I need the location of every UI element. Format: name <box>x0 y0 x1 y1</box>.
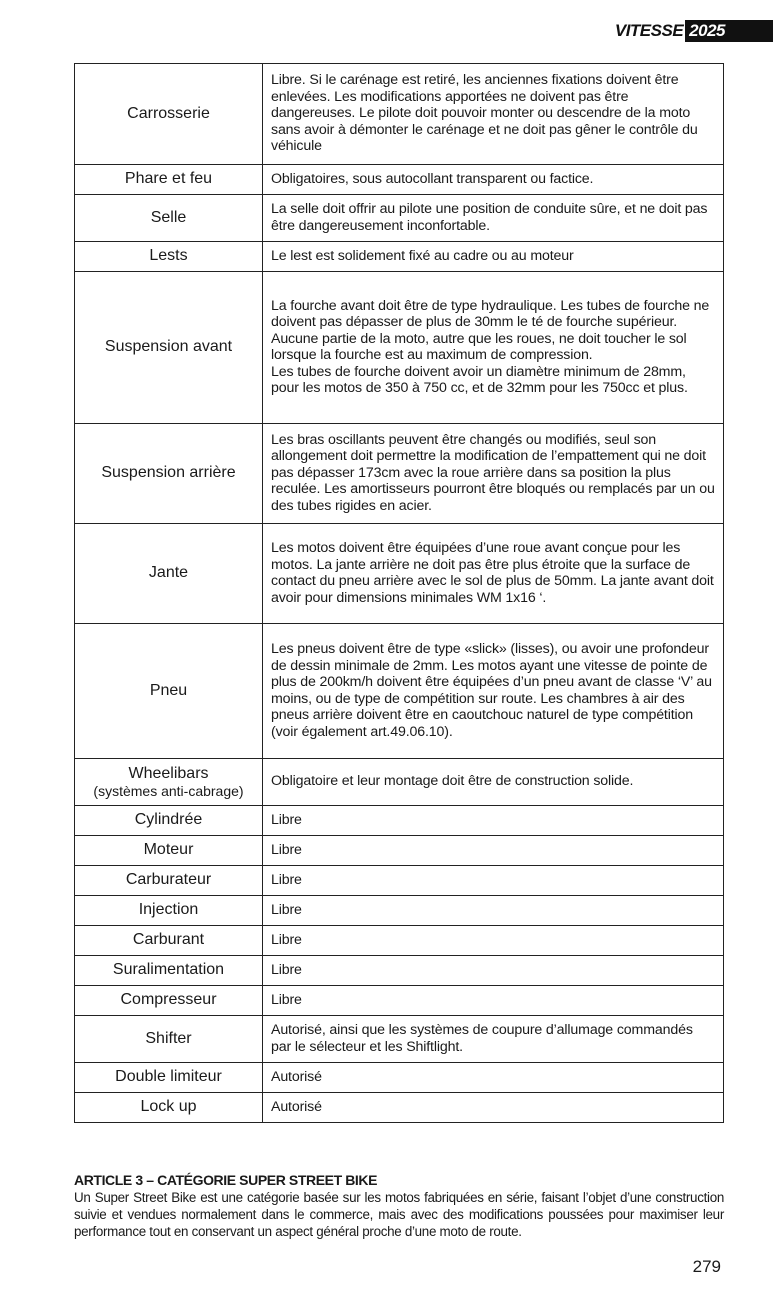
article-section <box>74 1172 724 1240</box>
table-row <box>75 242 724 272</box>
table-row <box>75 926 724 956</box>
table-row <box>75 1016 724 1063</box>
header-badge <box>615 20 773 42</box>
row-description: Les pneus doivent être de type «slick» (lisses), ou avoir une profondeur de dessin minimale de 2mm. Les motos ayant une vitesse de pointe de plus de 200km/h doivent être équipées d’un pneu avant de classe ‘V’ au moins, ou de type de compétition sur route. Les chambres à air des pneus arrière doivent être en caoutchouc naturel de type compétition (voir également art.49.06.10). <box>263 624 724 759</box>
row-category: Suralimentation <box>75 956 263 986</box>
row-category: Shifter <box>75 1016 263 1063</box>
row-category: Suspension avant <box>75 272 263 424</box>
row-description: Libre <box>263 896 724 926</box>
row-description: Les motos doivent être équipées d’une roue avant conçue pour les motos. La jante arrière ne doit pas être plus étroite que la surface de contact du pneu arrière avec le sol de plus de 50mm. La jante avant doit avoir pour dimensions minimales WM 1x16 ‘. <box>263 524 724 624</box>
row-description: Autorisé <box>263 1063 724 1093</box>
table-row <box>75 1093 724 1123</box>
row-category: Lests <box>75 242 263 272</box>
row-category: Injection <box>75 896 263 926</box>
row-category: Selle <box>75 195 263 242</box>
row-category: Double limiteur <box>75 1063 263 1093</box>
table-row <box>75 424 724 524</box>
row-category: Jante <box>75 524 263 624</box>
table-row <box>75 986 724 1016</box>
page-number: 279 <box>692 1257 721 1276</box>
row-category: Suspension arrière <box>75 424 263 524</box>
table-row <box>75 836 724 866</box>
row-description: Libre <box>263 806 724 836</box>
row-description: Autorisé, ainsi que les systèmes de coupure d’allumage commandés par le sélecteur et les Shiftlight. <box>263 1016 724 1063</box>
row-category: Pneu <box>75 624 263 759</box>
row-description: Obligatoire et leur montage doit être de construction solide. <box>263 759 724 806</box>
header-title: VITESSE <box>614 21 684 40</box>
header-year: 2025 <box>685 20 773 42</box>
table-row <box>75 524 724 624</box>
row-description-paragraph: La fourche avant doit être de type hydraulique. Les tubes de fourche ne doivent pas dépasser de plus de 30mm le té de fourche supérieur. Aucune partie de la moto, autre que les roues, ne doit toucher le sol lorsque la fourche est au maximum de compression. <box>271 297 710 363</box>
row-description: Le lest est solidement fixé au cadre ou au moteur <box>263 242 724 272</box>
table-row <box>75 64 724 165</box>
row-description: Les bras oscillants peuvent être changés ou modifiés, seul son allongement doit permettre la modification de l’empattement qui ne doit pas dépasser 173cm avec la roue arrière dans sa position la plus reculée. Les amortisseurs pourront être bloqués ou remplacés par un ou des tubes rigides en acier. <box>263 424 724 524</box>
row-category-sub: (systèmes anti-cabrage) <box>93 783 244 799</box>
row-category: Carrosserie <box>75 64 263 165</box>
table-row <box>75 195 724 242</box>
row-description: Libre. Si le carénage est retiré, les anciennes fixations doivent être enlevées. Les modifications apportées ne doivent pas être dangereuses. Le pilote doit pouvoir monter ou descendre de la moto sans avoir à démonter le carénage et ne doit pas gêner le contrôle du véhicule <box>263 64 724 165</box>
row-category: Moteur <box>75 836 263 866</box>
row-description: Libre <box>263 926 724 956</box>
row-description: Obligatoires, sous autocollant transparent ou factice. <box>263 165 724 195</box>
table-row <box>75 956 724 986</box>
table-row <box>75 624 724 759</box>
table-row <box>75 165 724 195</box>
article-title: ARTICLE 3 – CATÉGORIE SUPER STREET BIKE <box>74 1172 378 1188</box>
article-body: Un Super Street Bike est une catégorie basée sur les motos fabriquées en série, faisant l’objet d’une construction suivie et vendues normalement dans le commerce, mais avec des modifications poussées pour maximiser leur performance tout en conservant un aspect général proche d’une moto de route. <box>74 1190 724 1239</box>
row-description-paragraph: Les tubes de fourche doivent avoir un diamètre minimum de 28mm, pour les motos de 350 à 750 cc, et de 32mm pour les 750cc et plus. <box>271 363 688 396</box>
row-description: Libre <box>263 866 724 896</box>
row-category: Phare et feu <box>75 165 263 195</box>
row-description: Libre <box>263 836 724 866</box>
row-description <box>263 272 724 424</box>
row-category <box>75 759 263 806</box>
table-row <box>75 866 724 896</box>
table-row <box>75 896 724 926</box>
row-description: Libre <box>263 956 724 986</box>
row-category: Cylindrée <box>75 806 263 836</box>
table-row <box>75 759 724 806</box>
row-category: Carburateur <box>75 866 263 896</box>
row-description: La selle doit offrir au pilote une position de conduite sûre, et ne doit pas être dangereusement inconfortable. <box>263 195 724 242</box>
row-description: Libre <box>263 986 724 1016</box>
rules-table <box>74 63 724 1123</box>
row-category: Lock up <box>75 1093 263 1123</box>
row-category-main: Wheelibars <box>128 765 209 782</box>
row-description: Autorisé <box>263 1093 724 1123</box>
table-row <box>75 806 724 836</box>
row-category: Compresseur <box>75 986 263 1016</box>
row-category: Carburant <box>75 926 263 956</box>
table-row <box>75 1063 724 1093</box>
table-row <box>75 272 724 424</box>
